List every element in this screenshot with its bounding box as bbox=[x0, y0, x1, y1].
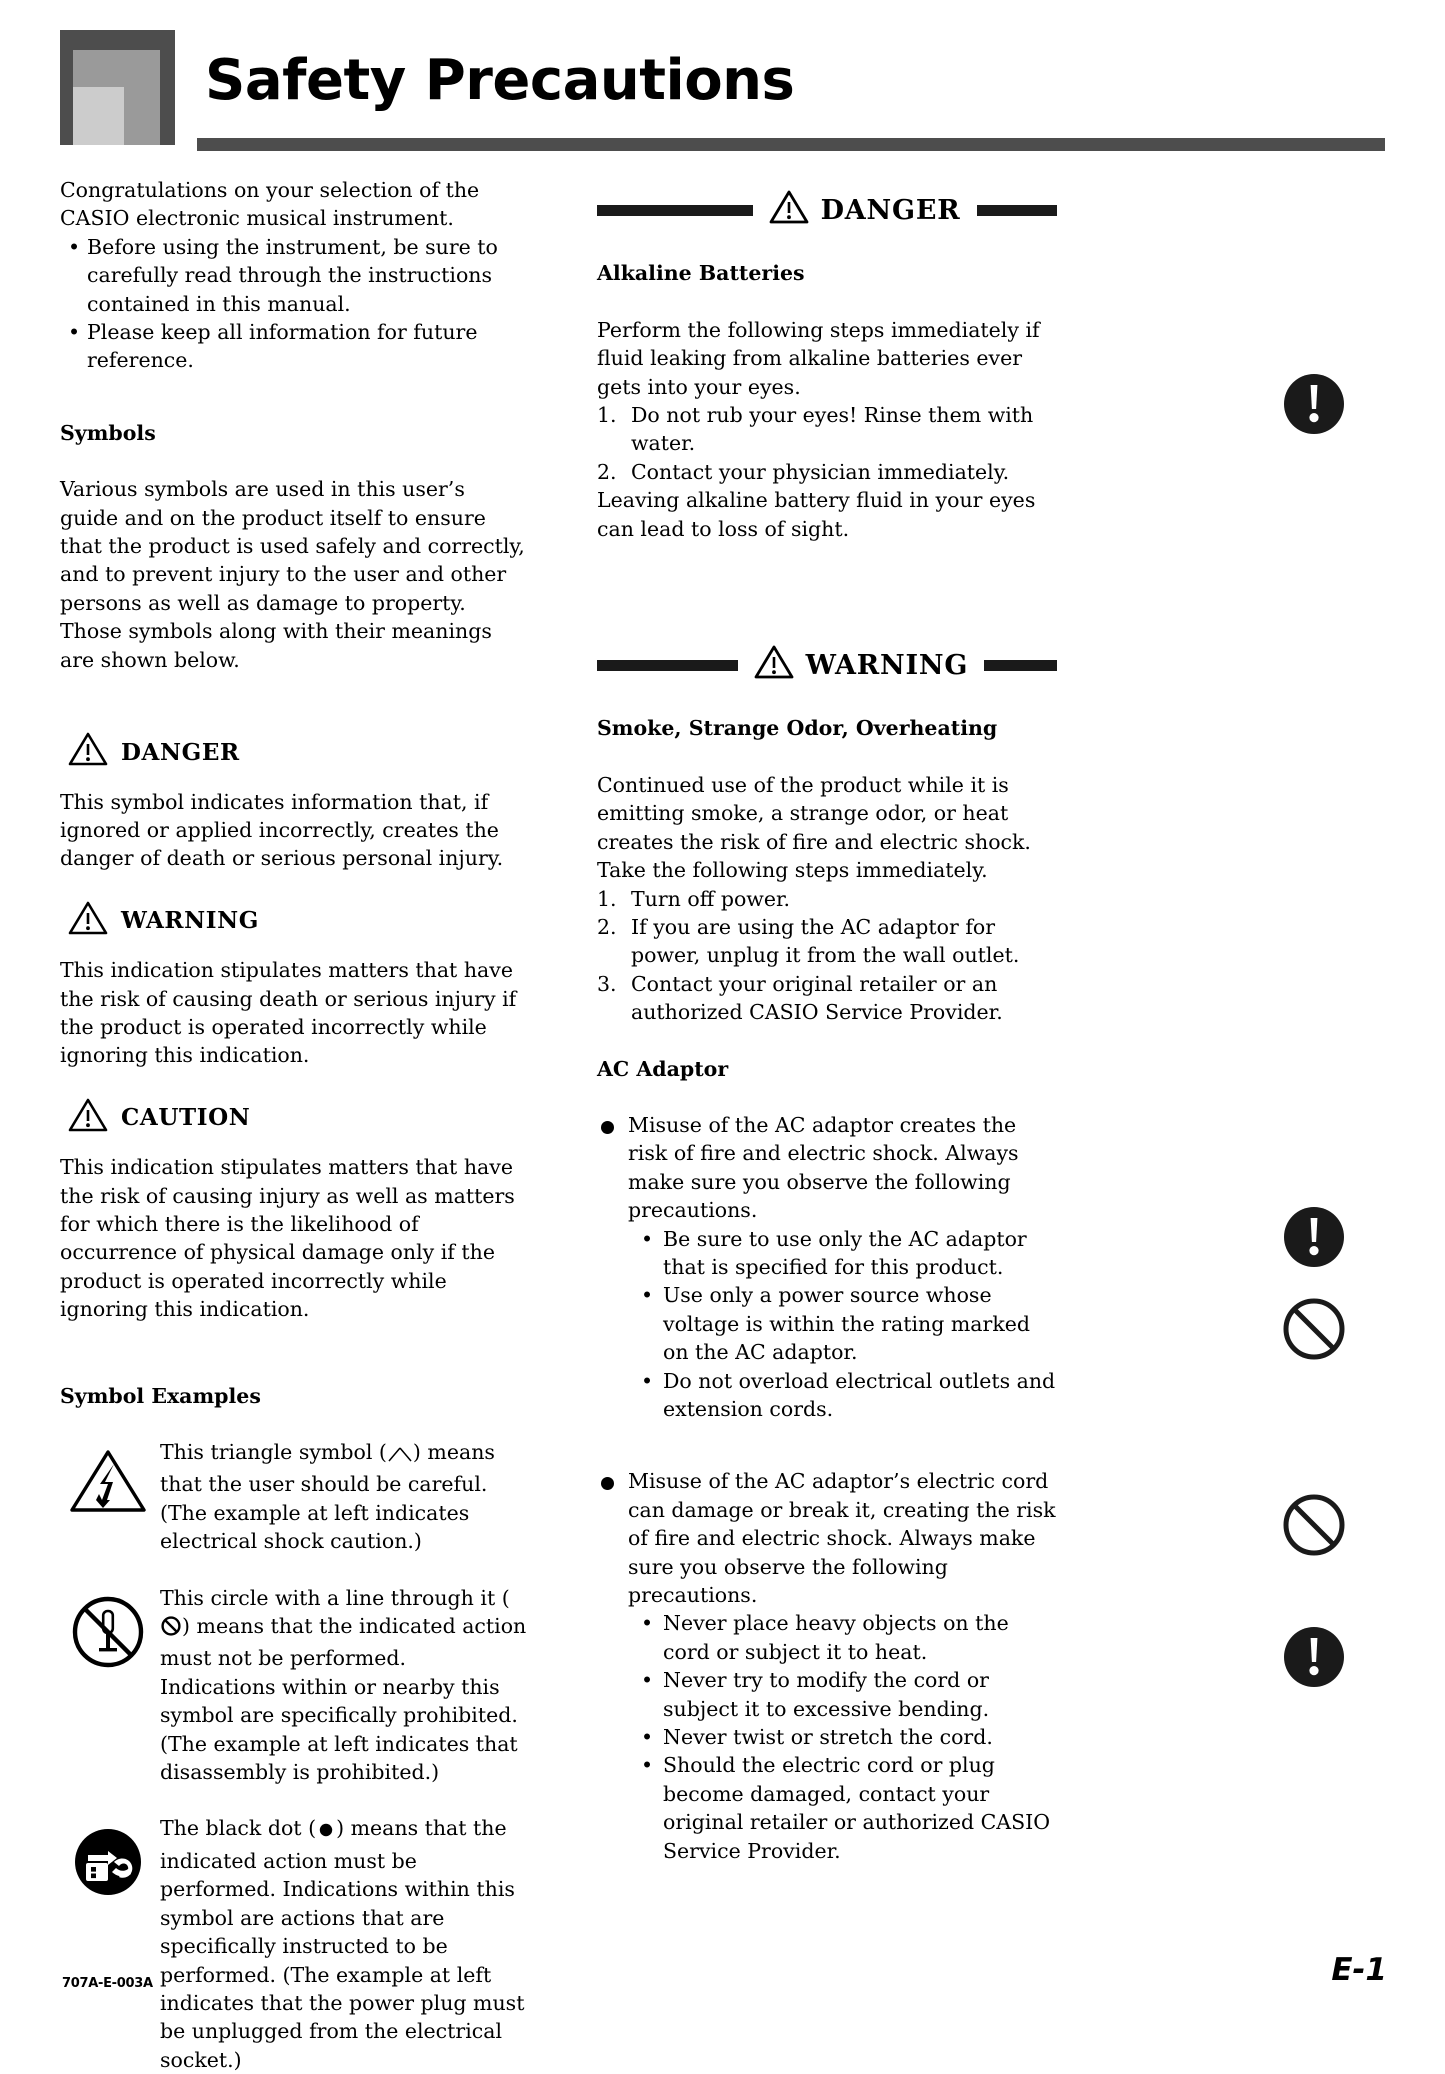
warning-subsection-heading-smoke: Smoke, Strange Odor, Overheating bbox=[597, 716, 998, 741]
symbol-example-text bbox=[156, 1438, 528, 1556]
footer-document-code: 707A-E-003A bbox=[62, 1976, 153, 1991]
warning-subsection-heading-ac-adaptor: AC Adaptor bbox=[597, 1056, 729, 1081]
banner-label: WARNING bbox=[805, 649, 969, 681]
definition-text: This indication stipulates matters that have the risk of causing injury as well as matters for which there is the likelihood of occurrence of physical damage only if the product is operated incorrectly while ignoring this indication. bbox=[60, 1155, 515, 1322]
no-disassembly-icon bbox=[60, 1584, 156, 1670]
ac-adaptor-block-2 bbox=[597, 1467, 1057, 1609]
banner-bar-left bbox=[597, 660, 738, 671]
list-item: • Use only a power source whose voltage is within the rating marked on the AC adaptor. bbox=[633, 1281, 1057, 1366]
right-column bbox=[597, 176, 1057, 1865]
danger-section-banner bbox=[597, 190, 1057, 231]
warning-section-banner bbox=[597, 645, 1057, 686]
danger-paragraph: Perform the following steps immediately if fluid leaking from alkaline batteries ever gets into your eyes. bbox=[597, 317, 1040, 399]
symbol-example-text bbox=[156, 1584, 528, 1787]
prohibition-circle-icon bbox=[1282, 1493, 1346, 1557]
list-item: Turn off power. bbox=[631, 886, 791, 911]
warning-triangle-icon bbox=[68, 901, 108, 942]
symbol-example-row bbox=[60, 1814, 528, 2074]
banner-bar-right bbox=[984, 660, 1057, 671]
list-item: • Please keep all information for future reference. bbox=[60, 318, 528, 375]
example-text-before: This triangle symbol ( bbox=[160, 1440, 387, 1464]
casio-corner-logo bbox=[60, 30, 175, 145]
banner-title-group bbox=[754, 645, 969, 686]
black-dot-icon bbox=[316, 1818, 336, 1846]
left-column bbox=[60, 176, 528, 2074]
warning-triangle-icon bbox=[68, 732, 108, 773]
definition-label: DANGER bbox=[121, 738, 240, 766]
list-item: • Should the electric cord or plug become damaged, contact your original retailer or authorized CASIO Service Provider. bbox=[633, 1751, 1057, 1865]
definition-text: This symbol indicates information that, if ignored or applied incorrectly, creates the danger of death or serious personal injury. bbox=[60, 789, 504, 871]
definition-heading-caution bbox=[60, 1098, 528, 1139]
intro-paragraph: Congratulations on your selection of the CASIO electronic musical instrument. bbox=[60, 178, 480, 231]
electric-shock-triangle-icon bbox=[60, 1438, 156, 1514]
example-text-before: This circle with a line through it ( bbox=[160, 1585, 510, 1610]
title-underline-rule bbox=[197, 138, 1385, 151]
warning-steps-list bbox=[597, 885, 1057, 1027]
list-item: Misuse of the AC adaptor’s electric cord can damage or break it, creating the risk of fire and electric shock. Always make sure you observe the following precautions. bbox=[597, 1467, 1057, 1609]
example-text-after: ) means that the indicated action must be performed. Indications within this symbol are actions that are specifically instructed to be performed. (The example at left indicates that the power plug must be unplugged from the electrical socket.) bbox=[160, 1816, 525, 2072]
symbol-example-text bbox=[156, 1814, 528, 2074]
symbol-example-row bbox=[60, 1584, 528, 1787]
example-text-after: ) means that the user should be careful. (The example at left indicates electrical shock caution.) bbox=[160, 1440, 495, 1554]
list-item: Contact your original retailer or an authorized CASIO Service Provider. bbox=[631, 971, 1003, 1025]
page-title: Safety Precautions bbox=[205, 48, 795, 113]
definition-label: CAUTION bbox=[121, 1104, 251, 1132]
footer-page-number: E-1 bbox=[1331, 1952, 1387, 1988]
warning-paragraph: Continued use of the product while it is emitting smoke, a strange odor, or heat creates the risk of fire and electric shock. Take the following steps immediately. bbox=[597, 772, 1031, 883]
list-item: Contact your physician immediately. bbox=[631, 459, 1010, 484]
danger-steps-list bbox=[597, 401, 1057, 486]
list-item: • Be sure to use only the AC adaptor that is specified for this product. bbox=[633, 1225, 1057, 1282]
symbol-examples-heading: Symbol Examples bbox=[60, 1383, 261, 1408]
symbols-heading: Symbols bbox=[60, 420, 156, 445]
example-text-before: The black dot ( bbox=[160, 1816, 317, 1841]
warning-triangle-icon bbox=[68, 1098, 108, 1139]
intro-bullet-list bbox=[60, 233, 528, 375]
ac-adaptor-precautions-2 bbox=[633, 1609, 1057, 1865]
list-item: Do not rub your eyes! Rinse them with water. bbox=[631, 403, 1034, 456]
definition-text: This indication stipulates matters that have the risk of causing death or serious injury if the product is operated incorrectly while ignoring this indication. bbox=[60, 958, 517, 1068]
mandatory-exclamation-icon bbox=[1282, 372, 1346, 436]
banner-title-group bbox=[769, 190, 961, 231]
symbols-paragraph: Various symbols are used in this user’s guide and on the product itself to ensure that the product is used safely and correctly, and to prevent injury to the user and other persons as well as damage to property. Those symbols along with their meanings are shown below. bbox=[60, 477, 525, 672]
prohibition-circle-icon bbox=[160, 1615, 182, 1644]
list-item: Misuse of the AC adaptor creates the risk of fire and electric shock. Always make sure you observe the following precautions. bbox=[597, 1111, 1057, 1225]
logo-layer-light bbox=[73, 87, 124, 145]
definition-heading-warning bbox=[60, 901, 528, 942]
danger-subsection-heading: Alkaline Batteries bbox=[597, 261, 805, 286]
page-header bbox=[0, 0, 1445, 200]
banner-bar-right bbox=[977, 205, 1057, 216]
definition-label: WARNING bbox=[121, 907, 259, 935]
mandatory-exclamation-icon bbox=[1282, 1205, 1346, 1269]
list-item: • Never twist or stretch the cord. bbox=[633, 1723, 1057, 1751]
warning-triangle-icon bbox=[769, 190, 809, 231]
list-item: • Do not overload electrical outlets and extension cords. bbox=[633, 1367, 1057, 1424]
banner-label: DANGER bbox=[820, 194, 961, 226]
unplug-plug-icon bbox=[60, 1814, 156, 1900]
warning-triangle-icon bbox=[754, 645, 794, 686]
symbol-example-row bbox=[60, 1438, 528, 1556]
ac-adaptor-precautions-1 bbox=[633, 1225, 1057, 1424]
definition-heading-danger bbox=[60, 732, 528, 773]
example-text-after: ) means that the indicated action must not be performed. Indications within or nearby this symbol are specifically prohibited. (The example at left indicates that disassembly is prohibited.) bbox=[160, 1614, 527, 1785]
list-item: • Never place heavy objects on the cord or subject it to heat. bbox=[633, 1609, 1057, 1666]
prohibition-circle-icon bbox=[1282, 1297, 1346, 1361]
mandatory-exclamation-icon bbox=[1282, 1625, 1346, 1689]
list-item: If you are using the AC adaptor for power, unplug it from the wall outlet. bbox=[631, 914, 1020, 968]
plain-triangle-icon bbox=[387, 1442, 413, 1470]
danger-closing-paragraph: Leaving alkaline battery fluid in your eyes can lead to loss of sight. bbox=[597, 488, 1036, 541]
ac-adaptor-block-1 bbox=[597, 1111, 1057, 1225]
banner-bar-left bbox=[597, 205, 753, 216]
list-item: • Before using the instrument, be sure to carefully read through the instructions contained in this manual. bbox=[60, 233, 528, 318]
list-item: • Never try to modify the cord or subject it to excessive bending. bbox=[633, 1666, 1057, 1723]
